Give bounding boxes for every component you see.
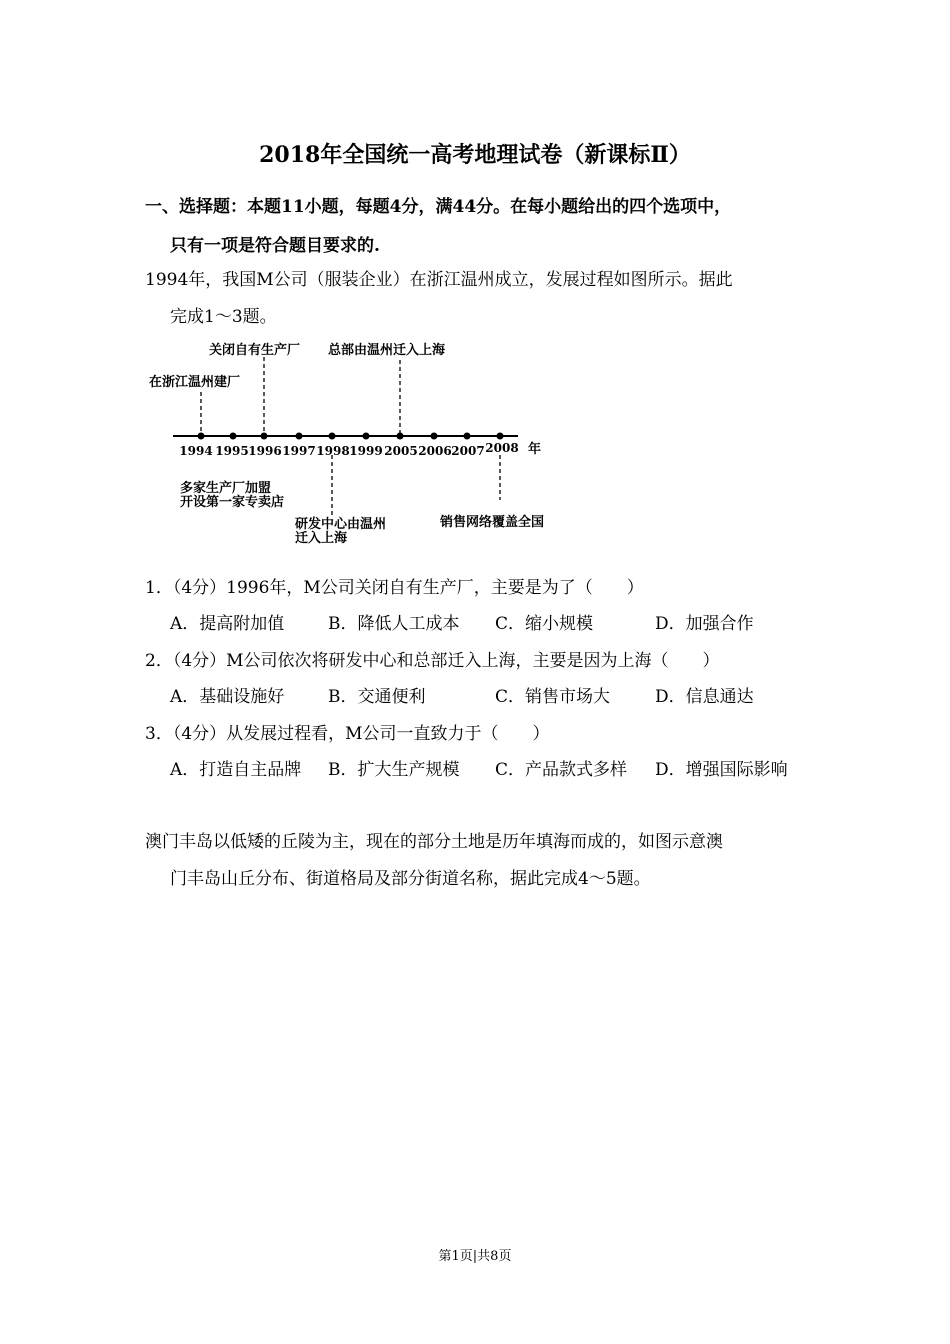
question-3-option-b: B．扩大生产规模: [328, 760, 460, 780]
question-3-option-a: A．打造自主品牌: [170, 760, 302, 780]
question-3-stem: 3．（4分）从发展过程看，M公司一直致力于（ ）: [145, 724, 550, 744]
section-heading-line2: 只有一项是符合题目要求的.: [170, 236, 380, 256]
year-label: 2008: [485, 441, 519, 455]
timeline-point: [497, 433, 504, 440]
question-2-option-c: C．销售市场大: [495, 687, 611, 707]
timeline-point: [230, 433, 237, 440]
timeline-point: [397, 433, 404, 440]
timeline-figure: [140, 335, 560, 550]
page-title: 2018年全国统一高考地理试卷（新课标Ⅱ）: [259, 142, 691, 168]
timeline-point: [464, 433, 471, 440]
year-label: 2005: [384, 444, 418, 458]
question-2-option-d: D．信息通达: [655, 687, 754, 707]
year-label: 1997: [282, 444, 316, 458]
page-footer: 第1页|共8页: [438, 1249, 512, 1264]
question-1-option-c: C．缩小规模: [495, 614, 594, 634]
event-2008-label: 销售网络覆盖全国: [440, 515, 545, 530]
question-1-stem: 1．（4分）1996年，M公司关闭自有生产厂，主要是为了（ ）: [145, 578, 644, 598]
event-1995-label-a: 多家生产厂加盟: [180, 481, 272, 496]
event-1994-label: 在浙江温州建厂: [149, 375, 241, 390]
intro-1-line2: 完成1～3题。: [170, 307, 277, 327]
intro-1-line1: 1994年，我国M公司（服装企业）在浙江温州成立，发展过程如图所示。据此: [145, 270, 733, 290]
timeline-point: [296, 433, 303, 440]
year-label: 1994: [179, 444, 213, 458]
timeline-point: [329, 433, 336, 440]
section-heading-line1: 一、选择题：本题11小题，每题4分，满44分。在每小题给出的四个选项中，: [145, 197, 732, 217]
timeline-point: [431, 433, 438, 440]
year-label: 2007: [451, 444, 485, 458]
question-2-option-b: B．交通便利: [328, 687, 426, 707]
timeline-point: [363, 433, 370, 440]
intro-2-line1: 澳门丰岛以低矮的丘陵为主，现在的部分土地是历年填海而成的，如图示意澳: [145, 832, 723, 852]
event-1998-label-b: 迁入上海: [295, 531, 348, 546]
event-2005-label: 总部由温州迁入上海: [328, 343, 446, 358]
year-label: 1996: [248, 444, 282, 458]
year-label: 2006: [418, 444, 452, 458]
event-1998-label-a: 研发中心由温州: [295, 517, 387, 532]
question-1-option-d: D．加强合作: [655, 614, 754, 634]
year-label: 1998: [316, 444, 350, 458]
intro-2-line2: 门丰岛山丘分布、街道格局及部分街道名称，据此完成4～5题。: [170, 869, 651, 889]
question-2-option-a: A．基础设施好: [170, 687, 285, 707]
axis-unit-label: 年: [528, 442, 542, 457]
question-3-option-d: D．增强国际影响: [655, 760, 788, 780]
year-label: 1999: [349, 444, 383, 458]
question-1-option-b: B．降低人工成本: [328, 614, 460, 634]
timeline-point: [261, 433, 268, 440]
event-1996-label: 关闭自有生产厂: [209, 343, 301, 358]
event-1995-label-b: 开设第一家专卖店: [180, 495, 285, 510]
question-2-stem: 2．（4分）M公司依次将研发中心和总部迁入上海，主要是因为上海（ ）: [145, 651, 720, 671]
timeline-point: [198, 433, 205, 440]
year-label: 1995: [215, 444, 249, 458]
question-1-option-a: A．提高附加值: [170, 614, 285, 634]
question-3-option-c: C．产品款式多样: [495, 760, 628, 780]
